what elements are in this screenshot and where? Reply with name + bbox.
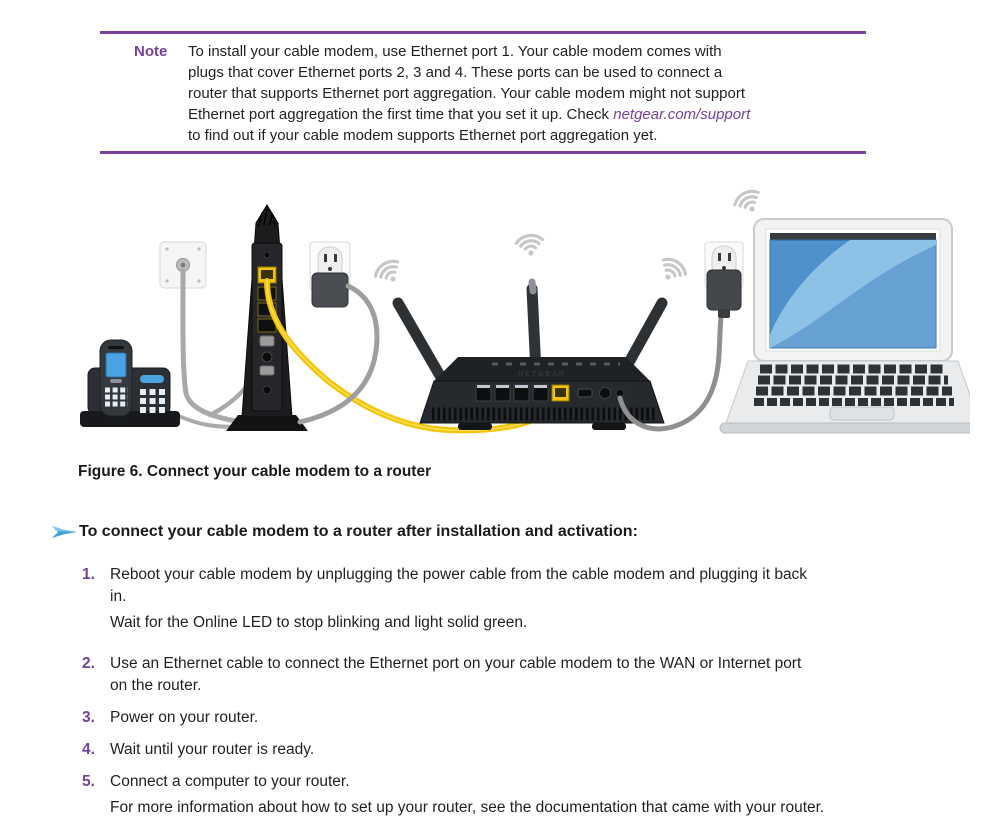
step-number: 2. bbox=[82, 655, 95, 672]
figure-caption: Figure 6. Connect your cable modem to a router bbox=[78, 463, 432, 480]
step-subtext: Wait for the Online LED to stop blinking and light solid green. bbox=[110, 614, 528, 631]
step-5 bbox=[82, 771, 920, 819]
wifi-router-icon bbox=[420, 357, 664, 430]
note-line-2: plugs that cover Ethernet ports 2, 3 and 4. These ports can be used to connect a bbox=[188, 64, 723, 81]
note-top-rule bbox=[100, 31, 866, 34]
power-outlet-left-icon bbox=[300, 242, 377, 422]
note-line-4: Ethernet port aggregation the first time that you set it up. Check netgear.com/support bbox=[188, 106, 751, 123]
note-line-3: router that supports Ethernet port aggregation. Your cable modem might not support bbox=[188, 85, 746, 102]
power-outlet-right-icon bbox=[705, 242, 743, 318]
step-4 bbox=[82, 739, 920, 761]
step-number: 4. bbox=[82, 741, 95, 758]
cable-modem-icon bbox=[210, 205, 308, 431]
router-usb-port bbox=[578, 389, 592, 397]
note-label: Note bbox=[134, 43, 168, 60]
step-text: Reboot your cable modem by unplugging the power cable from the cable modem and plugging it back bbox=[110, 566, 808, 583]
note-line-5: to find out if your cable modem supports Ethernet port aggregation yet. bbox=[188, 127, 658, 144]
wifi-wave-icon bbox=[372, 257, 405, 288]
note-line-1: To install your cable modem, use Ethernet port 1. Your cable modem comes with bbox=[188, 43, 722, 60]
wifi-wave-icon bbox=[656, 255, 689, 286]
step-2 bbox=[82, 653, 920, 697]
step-text: Use an Ethernet cable to connect the Ethernet port on your cable modem to the WAN or Internet port bbox=[110, 655, 802, 672]
router-power-button bbox=[600, 388, 611, 399]
step-text: Power on your router. bbox=[110, 709, 259, 726]
procedure-heading-text: To connect your cable modem to a router after installation and activation: bbox=[79, 523, 638, 540]
modem-power-port bbox=[263, 386, 271, 394]
figure-illustration bbox=[60, 185, 970, 455]
procedure-heading bbox=[52, 522, 638, 542]
router-brand-label: NETGEAR bbox=[518, 371, 566, 378]
telephone-icon bbox=[80, 340, 246, 427]
step-number: 3. bbox=[82, 709, 95, 726]
step-1 bbox=[82, 564, 920, 634]
procedure-arrow-icon bbox=[52, 522, 78, 542]
wifi-wave-icon bbox=[732, 187, 765, 217]
wifi-wave-icon bbox=[515, 234, 544, 258]
power-adapter-left-icon bbox=[312, 273, 348, 307]
step-text: Wait until your router is ready. bbox=[110, 741, 315, 758]
laptop-trackpad bbox=[830, 407, 894, 420]
note-text bbox=[188, 41, 868, 146]
step-text: in. bbox=[110, 588, 127, 605]
step-text: on the router. bbox=[110, 677, 202, 694]
coax-wall-plate-icon bbox=[160, 242, 242, 422]
power-adapter-right-icon bbox=[707, 270, 741, 310]
support-link[interactable]: netgear.com/support bbox=[613, 106, 751, 123]
step-number: 1. bbox=[82, 566, 95, 583]
laptop-icon bbox=[720, 219, 970, 433]
note-bottom-rule bbox=[100, 151, 866, 154]
step-3 bbox=[82, 707, 920, 729]
step-text: Connect a computer to your router. bbox=[110, 773, 350, 790]
step-number: 5. bbox=[82, 773, 95, 790]
step-subtext: For more information about how to set up your router, see the documentation that came with your router. bbox=[110, 799, 825, 816]
